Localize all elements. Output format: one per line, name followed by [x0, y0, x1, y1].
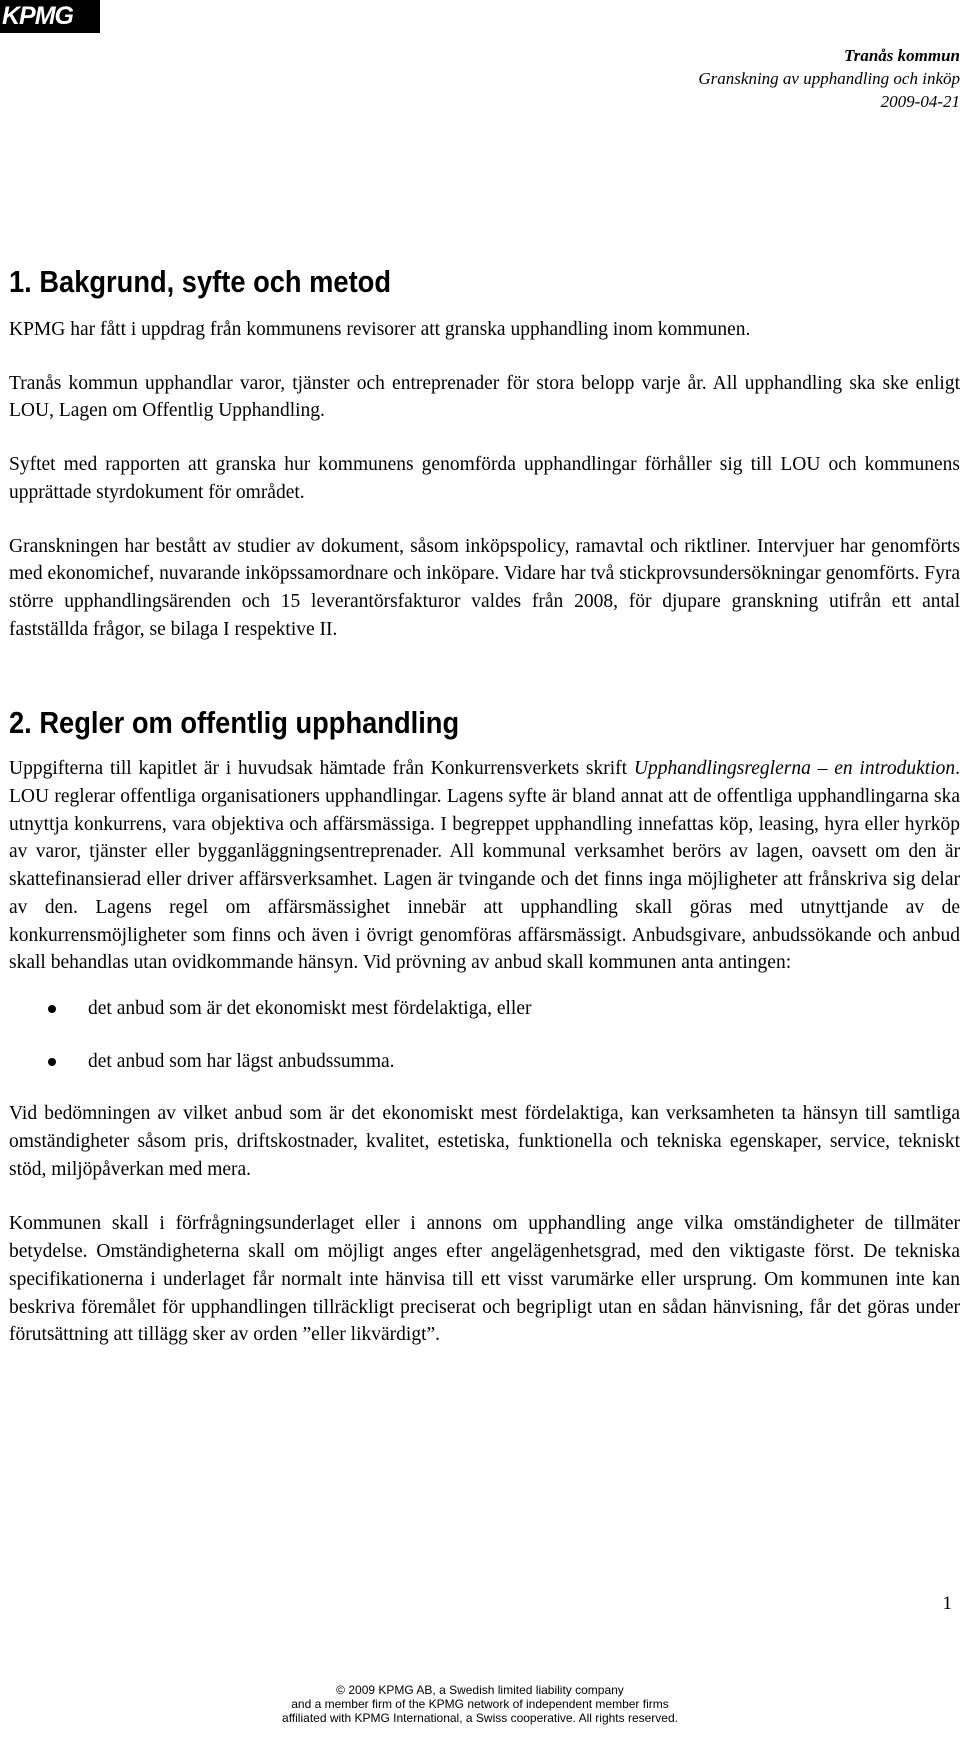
- evaluation-criteria-list: [9, 995, 960, 1075]
- list-item: [9, 995, 960, 1023]
- footer-line: and a member firm of the KPMG network of independent member firms: [291, 1697, 669, 1711]
- list-item: [9, 1048, 960, 1076]
- header-organization: Tranås kommun: [843, 46, 960, 65]
- kpmg-logo: KPMG: [0, 0, 100, 33]
- section-2-paragraph: Kommunen skall i förfrågningsunderlaget eller i annons om upphandling ange vilka omständigheter de tillmäter betydelse. Omständigheterna skall om möjligt anges efter angelägenhetsgrad, med den viktigaste först. De tekniska specifikationerna i underlaget får normalt inte hänvisa till ett visst varumärke eller ursprung. Om kommunen inte kan beskriva föremålet för upphandlingen tillräckligt preciserat och begripligt utan en sådan hänvisning, får det göras under förutsättning att tillägg sker av orden ”eller likvärdigt”.: [9, 1213, 960, 1346]
- bullet-icon: [48, 1058, 56, 1066]
- section-1-heading: 1. Bakgrund, syfte och metod: [9, 264, 391, 299]
- bullet-icon: [48, 1005, 56, 1013]
- document-header: [698, 44, 960, 113]
- document-body: [9, 262, 960, 1349]
- header-date: 2009-04-21: [880, 92, 960, 111]
- page-number: 1: [942, 1593, 952, 1614]
- section-2-heading: 2. Regler om offentlig upphandling: [9, 705, 460, 741]
- footer-line: affiliated with KPMG International, a Swiss cooperative. All rights reserved.: [282, 1711, 678, 1725]
- header-title: Granskning av upphandling och inköp: [698, 69, 960, 88]
- section-1-paragraph: Syftet med rapporten att granska hur kommunens genomförda upphandlingar förhåller sig till LOU och kommunens upprättade styrdokument för området.: [9, 454, 960, 503]
- intro-text-continued: . LOU reglerar offentliga organisationers upphandlingar. Lagens syfte är bland annat att de offentliga upphandlingarna ska utnyttja konkurrens, vara objektiva och affärsmässiga. I begreppet upphandling innefattas köp, leasing, hyra eller hyrköp av varor, tjänster eller bygganläggningsentreprenader. All kommunal verksamhet berörs av lagen, oavsett om den är skattefinansierad eller driver affärsverksamhet. Lagen är tvingande och det finns inga möjligheter att frånskriva sig delar av den. Lagens regel om affärsmässighet innebär att upphandling skall göras med utnyttjande av de konkurrensmöjligheter som finns och även i övrigt genomföras affärsmässigt. Anbudsgivare, anbudssökande och anbud skall behandlas utan ovidkommande hänsyn. Vid prövning av anbud skall kommunen anta antingen:: [9, 758, 960, 974]
- section-2-paragraph: Vid bedömningen av vilket anbud som är det ekonomiskt mest fördelaktiga, kan verksamheten ta hänsyn till samtliga omständigheter såsom pris, driftskostnader, kvalitet, estetiska, funktionella och tekniska egenskaper, service, tekniskt stöd, miljöpåverkan med mera.: [9, 1103, 960, 1180]
- intro-text: Uppgifterna till kapitlet är i huvudsak hämtade från Konkurrensverkets skrift: [9, 758, 634, 780]
- list-item-text: det anbud som har lägst anbudssumma.: [88, 1050, 395, 1072]
- section-1-paragraph: Granskningen har bestått av studier av dokument, såsom inköpspolicy, ramavtal och riktliner. Intervjuer har genomförts med ekonomichef, nuvarande inköpssamordnare och inköpare. Vidare har två stickprovsundersökningar genomförts. Fyra större upphandlingsärenden och 15 leverantörsfakturor valdes från 2008, för djupare granskning utifrån ett antal fastställda frågor, se bilaga I respektive II.: [9, 535, 960, 640]
- list-item-text: det anbud som är det ekonomiskt mest fördelaktiga, eller: [88, 997, 532, 1019]
- section-2-intro-paragraph: [9, 755, 960, 977]
- section-1-paragraph: KPMG har fått i uppdrag från kommunens revisorer att granska upphandling inom kommunen.: [9, 319, 751, 340]
- copyright-footer: [0, 1683, 960, 1725]
- section-1-paragraph: Tranås kommun upphandlar varor, tjänster och entreprenader för stora belopp varje år. All upphandling ska ske enligt LOU, Lagen om Offentlig Upphandling.: [9, 372, 960, 422]
- publication-title: Upphandlingsreglerna – en introduktion: [633, 758, 956, 780]
- footer-line: © 2009 KPMG AB, a Swedish limited liability company: [336, 1683, 624, 1697]
